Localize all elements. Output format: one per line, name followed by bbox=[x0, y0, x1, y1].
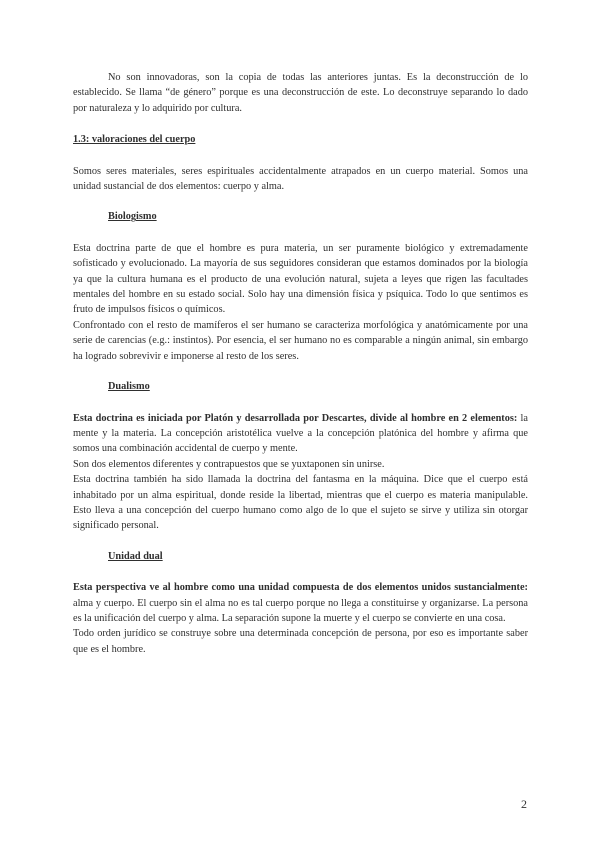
unidad-dual-paragraph-1 bbox=[73, 580, 528, 626]
page-number: 2 bbox=[521, 797, 527, 811]
unidad-dual-lead-rest: alma y cuerpo. El cuerpo sin el alma no es tal cuerpo porque no llega a constituirse y organizarse. La persona es la unificación del cuerpo y alma. La separación supone la muerte y el cuerpo se convierte en una cosa. bbox=[73, 597, 528, 624]
intro-paragraph: No son innovadoras, son la copia de todas las anteriores juntas. Es la deconstrucción de lo establecido. Se llama “de género” porque es una deconstrucción de este. Lo deconstruye separando lo dado por naturaleza y lo adquirido por cultura. bbox=[73, 72, 528, 114]
document-body bbox=[73, 70, 528, 657]
dualismo-paragraph-1 bbox=[73, 411, 528, 457]
dualismo-lead-rest: la mente y la materia. La concepción aristotélica vuelve a la concepción platónica del hombre y afirma que somos una combinación accidental de cuerpo y mente. bbox=[73, 412, 528, 455]
biologismo-paragraph-2: Confrontado con el resto de mamíferos el ser humano se caracteriza morfológica y anatómicamente por una serie de carencias (e.g.: instintos). Por esencia, el ser humano no es comparable a ningún animal, sin embargo ha logrado sobrevivir e imponerse al resto de los seres. bbox=[73, 319, 528, 362]
unidad-dual-title: Unidad dual bbox=[108, 550, 163, 562]
section-intro: Somos seres materiales, seres espirituales accidentalmente atrapados en un cuerpo material. Somos una unidad sustancial de dos elementos: cuerpo y alma. bbox=[73, 165, 528, 193]
unidad-dual-bold-lead: Esta perspectiva ve al hombre como una unidad compuesta de dos elementos unidos sustancialmente: bbox=[73, 582, 528, 594]
biologismo-title: Biologismo bbox=[108, 211, 157, 223]
dualismo-paragraph-3: Esta doctrina también ha sido llamada la doctrina del fantasma en la máquina. Dice que el cuerpo está inhabitado por un alma espiritual, donde reside la libertad, mientras que el cuerpo es materia manipulable. Esto lleva a una concepción del cuerpo humano como algo de lo que el sujeto se sirve y utiliza sin otorgar significado personal. bbox=[73, 474, 528, 532]
section-title: 1.3: valoraciones del cuerpo bbox=[73, 134, 196, 146]
dualismo-paragraph-2: Son dos elementos diferentes y contrapuestos que se yuxtaponen sin unirse. bbox=[73, 458, 385, 470]
dualismo-title: Dualismo bbox=[108, 381, 150, 393]
unidad-dual-paragraph-2: Todo orden jurídico se construye sobre una determinada concepción de persona, por eso es importante saber que es el hombre. bbox=[73, 628, 528, 655]
biologismo-paragraph-1: Esta doctrina parte de que el hombre es pura materia, un ser puramente biológico y extremadamente sofisticado y evolucionado. La mayoría de sus seguidores consideran que estamos dominados por la biología ya que la cultura humana es el producto de una evolución natural, sujeta a leyes que rigen las facultades mentales del hombre en su estado social. Solo hay una dimensión física y psíquica. Todo lo que sentimos es fruto de impulsos físicos o químicos. bbox=[73, 242, 528, 316]
dualismo-bold-lead: Esta doctrina es iniciada por Platón y desarrollada por Descartes, divide al hombre en 2 elementos: bbox=[73, 412, 518, 424]
